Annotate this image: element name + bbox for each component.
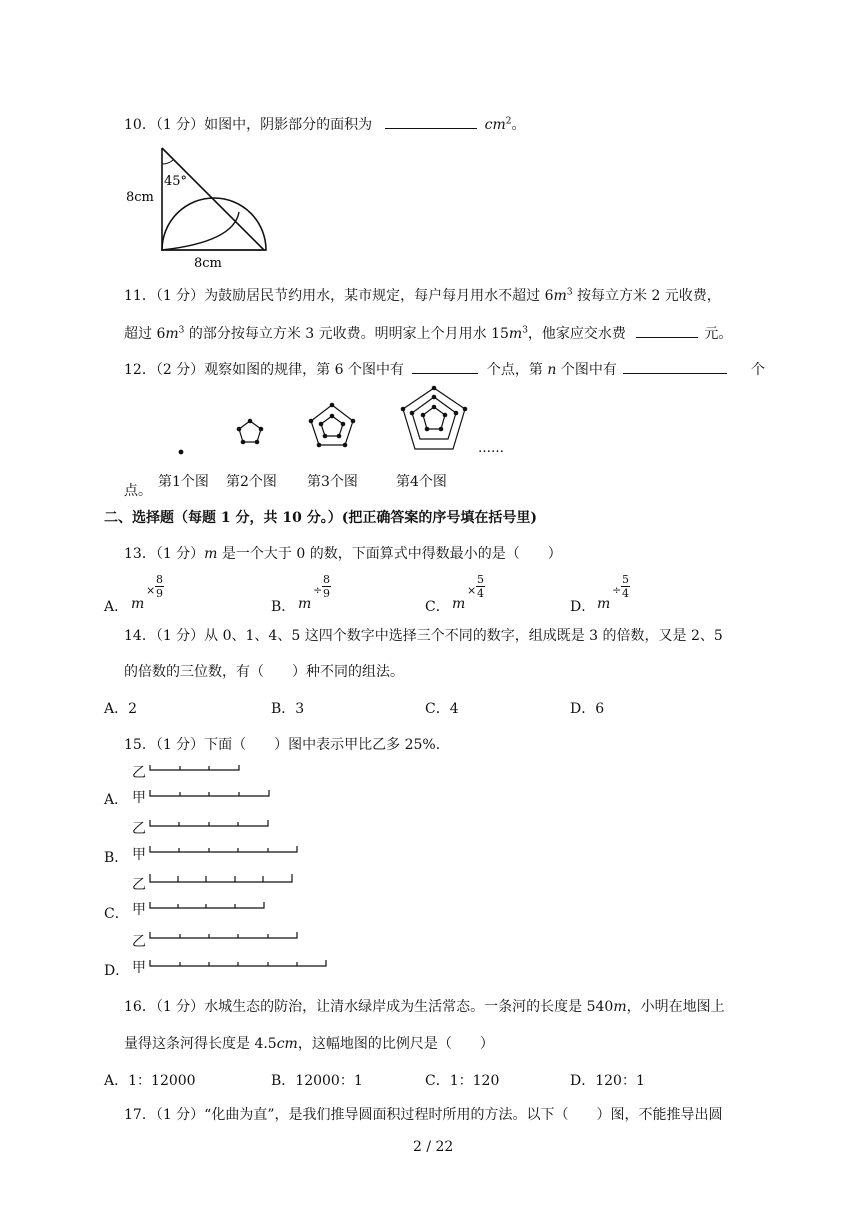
q15-a-yi: 乙 — [132, 765, 146, 781]
fig1-label: 第1个图 — [158, 474, 209, 490]
fig3-inner-pentagon — [321, 416, 343, 436]
q14-option-b[interactable]: B．3 — [271, 701, 305, 717]
d-jia-bar — [150, 960, 326, 966]
q12-text-end: 个 — [751, 362, 765, 378]
fig4-middle-pentagon — [412, 397, 456, 439]
q15-d-jia: 甲 — [132, 960, 146, 976]
fig4-label: 第4个图 — [396, 474, 447, 490]
triangle-hypotenuse — [162, 148, 264, 250]
q11-answer-blank[interactable] — [636, 323, 698, 338]
q14-option-d[interactable]: D．6 — [570, 701, 605, 717]
q12-ellipsis: …… — [478, 441, 504, 456]
q12-continuation: 点。 — [124, 483, 152, 499]
q10-text: 10．（1 分）如图中，阴影部分的面积为 $cm^2$。 — [124, 114, 525, 134]
q16-line2: 量得这条河得长度是 4.5cm，这幅地图的比例尺是（ ） — [124, 1036, 494, 1052]
q14-option-c[interactable]: C．4 — [425, 701, 459, 717]
q16-option-c[interactable]: C．1：120 — [425, 1073, 500, 1089]
q12-blank-1[interactable] — [412, 359, 478, 374]
q15-text: 15．（1 分）下面（ ）图中表示甲比乙多 25%. — [124, 737, 441, 753]
q12-text: 12．（2 分）观察如图的规律，第 6 个图中有 个点，第 n 个图中有 — [124, 359, 733, 379]
q15-c-yi: 乙 — [132, 877, 146, 893]
q10-figure — [124, 142, 274, 272]
fig3-label: 第3个图 — [307, 474, 358, 490]
semicircle — [162, 198, 266, 250]
q15-segment-diagrams — [146, 760, 346, 975]
q15-a-jia: 甲 — [132, 790, 146, 806]
a-jia-bar — [150, 790, 269, 796]
fig3-outer-pentagon — [311, 405, 353, 445]
fig2-pentagon — [239, 421, 261, 442]
q15-option-c[interactable]: C． — [104, 906, 129, 922]
q11-line2: 超过 $6m^3$ 的部分按每立方米 3 元收费。明明家上个月用水 $15m^3$，他家应交水费 元。 — [124, 323, 732, 343]
q11-line1: 11．（1 分）为鼓励居民节约用水，某市规定，每户每月用水不超过 $6m^3$ 按每立方米 2 元收费， — [124, 287, 721, 304]
a-yi-bar — [150, 765, 239, 770]
q16-line1: 16．（1 分）水城生态的防治，让清水绿岸成为生活常态。一条河的长度是 540m，小明在地图上 — [124, 999, 725, 1015]
q15-option-d[interactable]: D． — [104, 963, 130, 979]
q15-option-a[interactable]: A． — [104, 792, 129, 808]
q16-option-b[interactable]: B．12000：1 — [271, 1073, 363, 1089]
angle-label: 45° — [164, 174, 188, 189]
left-side-label: 8cm — [126, 190, 154, 205]
q15-option-b[interactable]: B． — [104, 850, 129, 866]
q13-text: 13．（1 分）m 是一个大于 0 的数，下面算式中得数最小的是（ ） — [124, 546, 562, 562]
fig1-dot — [179, 450, 184, 455]
c-yi-bar — [150, 874, 292, 882]
d-yi-bar — [150, 932, 297, 938]
page-number: 2 / 22 — [413, 1139, 454, 1155]
q14-option-a[interactable]: A．2 — [104, 701, 138, 717]
fig2-label: 第2个图 — [226, 474, 277, 490]
q12-blank-2[interactable] — [623, 359, 727, 374]
fig4-inner-pentagon — [423, 407, 445, 429]
q17-text: 17．（1 分）“化曲为直”，是我们推导圆面积过程时所用的方法。以下（ ）图，不能推导出圆 — [124, 1107, 723, 1123]
b-jia-bar — [150, 846, 297, 852]
angle-arc — [162, 160, 173, 164]
q12-figure — [160, 386, 504, 466]
q15-b-yi: 乙 — [132, 821, 146, 837]
q15-c-jia: 甲 — [132, 902, 146, 918]
b-yi-bar — [150, 820, 268, 826]
q10-answer-blank[interactable] — [385, 114, 477, 129]
c-jia-bar — [150, 902, 264, 908]
q14-line1: 14．（1 分）从 0、1、4、5 这四个数字中选择三个不同的数字，组成既是 3 的倍数，又是 2、5 — [124, 628, 723, 644]
section2-heading: 二、选择题（每题 1 分，共 10 分。）(把正确答案的序号填在括号里) — [104, 510, 537, 526]
q14-line2: 的倍数的三位数，有（ ）种不同的组法。 — [124, 664, 404, 680]
q16-option-a[interactable]: A．1：12000 — [104, 1073, 196, 1089]
q15-b-jia: 甲 — [132, 847, 146, 863]
q15-d-yi: 乙 — [132, 934, 146, 950]
q16-option-d[interactable]: D．120：1 — [570, 1073, 645, 1089]
bottom-side-label: 8cm — [194, 256, 222, 271]
